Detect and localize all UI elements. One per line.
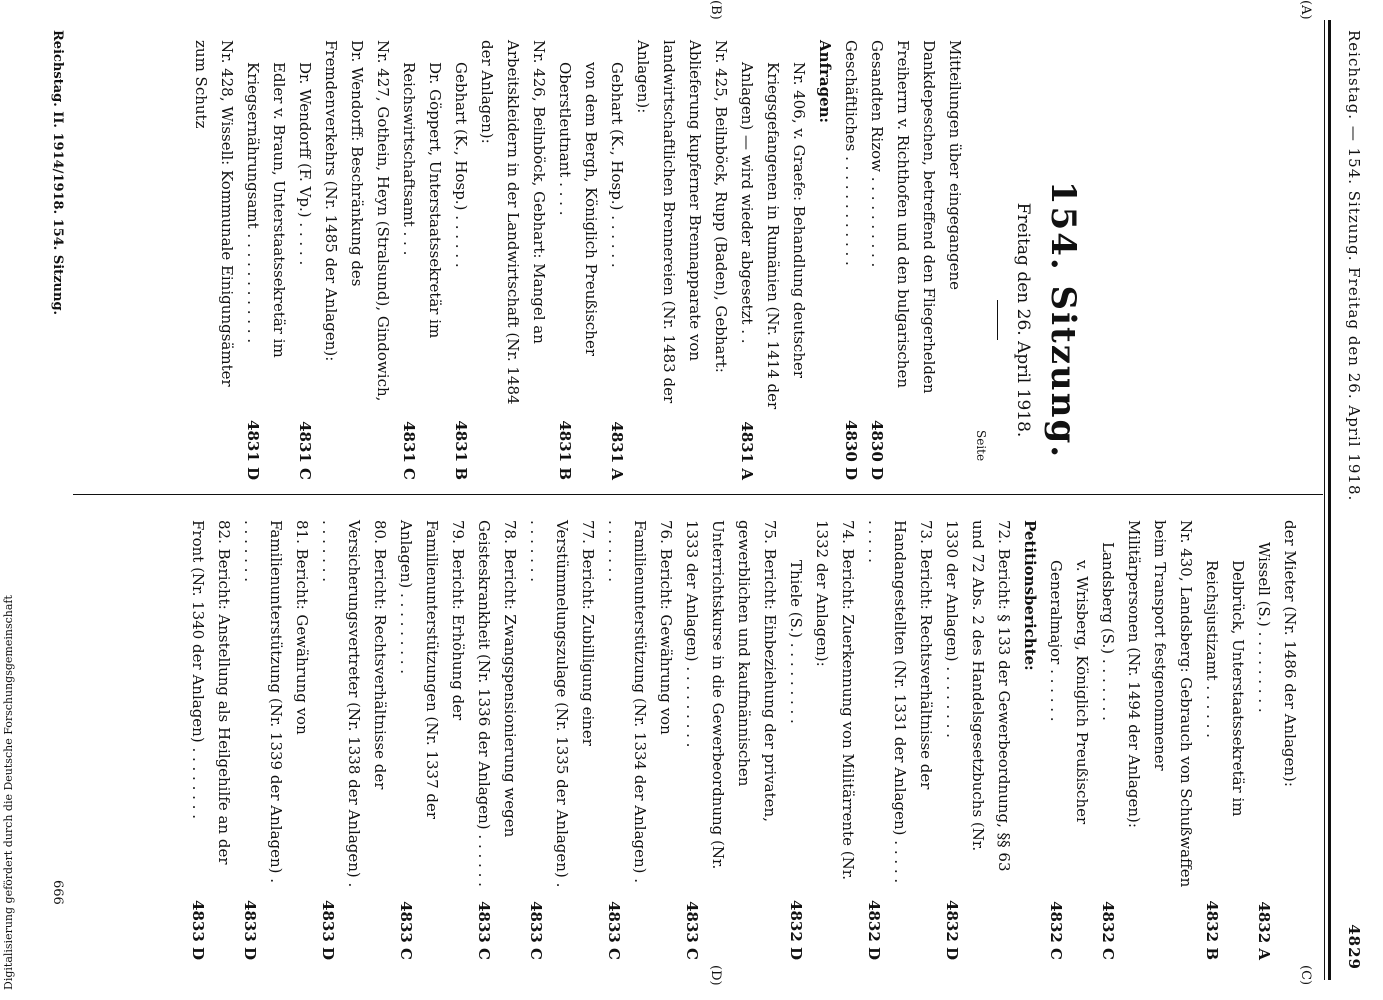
toc-entry-page: 4833 C <box>397 901 415 960</box>
seite-label: Seite <box>974 430 988 462</box>
toc-entry <box>185 520 237 960</box>
toc-entry-page: 4831 C <box>400 421 418 480</box>
toc-entry-text: Delbrück, Unterstaatssekretär im Reichsjustizamt . . . . . . <box>1203 560 1247 817</box>
toc-entry-text: 78. Bericht: Zwangspensionierung wegen Geisteskrankheit (Nr. 1336 der Anlagen) . . . . . . <box>475 520 519 887</box>
toc-entry <box>630 40 734 480</box>
toc-entry-text: 75. Bericht: Einbeziehung der privaten, gewerblichen und kaufmännischen Unterrichtskurse in die Gewerbeordnung (Nr. 1333 der Anlagen) . . . . . . . . . <box>683 520 779 870</box>
toc-entry-text: Edler v. Braun, Unterstaatssekretär im Kriegsernährungsamt . . . . . . . . . . . . <box>244 62 288 358</box>
toc-entry <box>552 40 604 480</box>
left-column <box>188 40 968 480</box>
toc-entry <box>734 40 812 480</box>
toc-entry-text: Thiele (S.) . . . . . . . . . <box>787 560 805 724</box>
toc-entry <box>448 40 474 480</box>
toc-entry-text: Landsberg (S.) . . . . . . . <box>1099 542 1117 721</box>
toc-entry-text: 80. Bericht: Rechtsverhältnisse der Versicherungsvertreter (Nr. 1338 der Anlagen) . . . . . . . . <box>319 520 389 888</box>
toc-entry-text: Nr. 406, v. Graefe: Behandlung deutscher Kriegsgefangenen in Rumänien (Nr. 1414 der Anlagen) — wird wieder abgesetzt . . <box>738 62 808 410</box>
toc-entry-text: Nr. 425, Beilnböck, Rupp (Baden), Gebhart: Ablieferung kupferner Brennapparate von landwirtschaftlichen Brennereien (Nr. 1483 der Anlagen): <box>634 40 730 404</box>
header-rule-thin <box>1324 20 1325 980</box>
toc-entry <box>292 40 318 480</box>
toc-entry-page: 4833 D <box>189 900 207 960</box>
toc-entry-page: 4833 C <box>475 901 493 960</box>
column-divider <box>73 494 1323 495</box>
toc-entry <box>474 40 552 480</box>
toc-entry-text: Gebhart (K., Hosp.) . . . . . . <box>452 62 470 268</box>
toc-entry <box>237 520 315 960</box>
toc-entry-page: 4832 D <box>865 900 883 960</box>
toc-entry <box>240 40 292 480</box>
toc-entry-page: 4831 B <box>452 420 470 480</box>
toc-entry-text: Dr. Wendorff (F. Vp.) . . . . . <box>296 62 314 266</box>
toc-entry <box>601 520 679 960</box>
toc-entry-page: 4832 C <box>1047 901 1065 960</box>
toc-entry-text: Mitteilungen über eingegangene Dankdepeschen, betreffend den Fliegerhelden Freiherrn v. Richthofen und den bulgarischen Gesandten Rizow . . . . . . . . . . <box>868 40 964 394</box>
toc-entry <box>1121 520 1199 960</box>
side-note <box>2 0 16 1000</box>
toc-entry-text: Gebhart (K., Hosp.) . . . . . . <box>608 62 626 268</box>
toc-entry <box>1277 520 1303 960</box>
margin-letter-a: (A) <box>1298 0 1313 20</box>
toc-entry-text: 77. Bericht: Zubilligung einer Verstümmelungszulage (Nr. 1335 der Anlagen) . . . . . . . . <box>527 520 597 888</box>
toc-entry-text: 74. Bericht: Zuerkennung von Militärrente (Nr. 1332 der Anlagen): <box>813 520 857 880</box>
toc-entry <box>396 40 448 480</box>
toc-entry-page: 4831 A <box>608 421 626 480</box>
toc-entry-text: v. Wrisberg, Königlich Preußischer Generalmajor . . . . . . <box>1047 560 1091 825</box>
toc-entry <box>864 40 968 480</box>
toc-entry <box>1199 520 1251 960</box>
toc-entry-page: 4831 D <box>244 420 262 480</box>
toc-entry-text: Petitionsberichte: <box>1021 520 1039 671</box>
toc-entry-page: 4833 C <box>605 901 623 960</box>
toc-entry-text: der Mieter (Nr. 1486 der Anlagen): <box>1281 520 1299 787</box>
toc-entry-text: Dr. Göppert, Unterstaatssekretär im Reichswirtschaftsamt . . . <box>400 62 444 339</box>
toc-entry-page: 4832 A <box>1255 901 1273 960</box>
toc-entry <box>861 520 939 960</box>
toc-entry-text: 79. Bericht: Erhöhung der Familienunterstützungen (Nr. 1337 der Anlagen) . . . . . . . . . <box>397 520 467 820</box>
toc-entry <box>679 520 783 960</box>
toc-entry-page: 4832 B <box>1203 900 1221 960</box>
toc-entry <box>1251 520 1277 960</box>
toc-entry-page: 4833 D <box>241 900 259 960</box>
toc-entry-text: Wissell (S.) . . . . . . . . . <box>1255 542 1273 713</box>
toc-entry <box>393 520 471 960</box>
toc-entry-text: Geschäftliches . . . . . . . . . . . . <box>842 40 860 266</box>
page-mark: 666 <box>50 880 65 905</box>
margin-letter-d: (D) <box>708 965 723 986</box>
footer: Reichstag. II. 1914/1918. 154. Sitzung. <box>50 30 65 316</box>
toc-entry <box>939 520 1017 960</box>
side-note-text: Digitalisierung gefördert durch die Deutsche Forschungsgemeinschaft <box>2 595 15 990</box>
toc-entry-page: 4832 C <box>1099 901 1117 960</box>
toc-entry-text: Nr. 430, Landsberg: Gebrauch von Schußwaffen beim Transport festgenommener Militärpersonen (Nr. 1494 der Anlagen): <box>1125 520 1195 888</box>
toc-entry <box>188 40 240 480</box>
title-separator <box>997 300 998 340</box>
right-column <box>185 520 1303 960</box>
margin-letter-c: (C) <box>1298 965 1313 986</box>
header-left: Reichstag. — 154. Sitzung. Freitag den 26. April 1918. <box>1345 30 1363 502</box>
toc-entry-text: Nr. 426, Beilnböck, Gebhart: Mangel an Arbeitskleidern in der Landwirtschaft (Nr. 1484 der Anlagen): <box>478 40 548 405</box>
session-title: 154. Sitzung. <box>1043 180 1083 460</box>
header-page-number: 4829 <box>1345 924 1363 970</box>
toc-entry <box>1043 520 1095 960</box>
toc-entry-page: 4832 D <box>787 900 805 960</box>
margin-letter-b: (B) <box>708 0 723 20</box>
toc-entry <box>318 40 396 480</box>
toc-entry-text: von dem Bergh, Königlich Preußischer Oberstleutnant . . . . <box>556 62 600 357</box>
toc-entry-text: 72. Bericht: § 133 der Gewerbeordnung, §§ 63 und 72 Abs. 2 des Handelsgesetzbuchs (Nr. 1330 der Anlagen) . . . . . . . . <box>943 520 1013 872</box>
toc-entry <box>783 520 809 960</box>
toc-entry-page: 4833 C <box>683 901 701 960</box>
toc-entry-text: Nr. 428, Wissell: Kommunale Einigungsämter zum Schutz <box>192 40 236 387</box>
toc-entry-page: 4830 D <box>842 420 860 480</box>
toc-entry-text: 76. Bericht: Gewährung von Familienunterstützung (Nr. 1334 der Anlagen) . . . . . . . . <box>605 520 675 884</box>
toc-entry-page: 4831 B <box>556 420 574 480</box>
toc-entry <box>809 520 861 960</box>
toc-entry-text: Nr. 427, Gothein, Heyn (Stralsund), Gindowich, Dr. Wendorff: Beschränkung des Fremdenverkehrs (Nr. 1485 der Anlagen): <box>322 40 392 402</box>
toc-entry <box>471 520 523 960</box>
toc-entry-page: 4830 D <box>868 420 886 480</box>
toc-entry-text: 73. Bericht: Rechtsverhältnisse der Handangestellten (Nr. 1331 der Anlagen) . . . . . . . . . . <box>865 520 935 884</box>
toc-entry-text: 82. Bericht: Anstellung als Heilgehilfe an der Front (Nr. 1340 der Anlagen) . . . . . . . . <box>189 520 233 865</box>
toc-entry-text: 81. Bericht: Gewährung von Familienunterstützung (Nr. 1339 der Anlagen) . . . . . . . . <box>241 520 311 884</box>
toc-entry <box>315 520 393 960</box>
toc-entry-page: 4833 C <box>527 901 545 960</box>
session-date: Freitag den 26. April 1918. <box>1013 202 1033 438</box>
toc-entry <box>523 520 601 960</box>
toc-entry-text: Anfragen: <box>816 40 834 124</box>
toc-entry <box>838 40 864 480</box>
toc-entry-page: 4831 A <box>738 421 756 480</box>
header-rule-thick <box>1328 20 1331 980</box>
toc-entry <box>1095 520 1121 960</box>
toc-entry <box>604 40 630 480</box>
toc-entry <box>812 40 838 480</box>
toc-entry-page: 4831 C <box>296 421 314 480</box>
toc-entry-page: 4832 D <box>943 900 961 960</box>
toc-entry <box>1017 520 1043 960</box>
toc-entry-page: 4833 D <box>319 900 337 960</box>
